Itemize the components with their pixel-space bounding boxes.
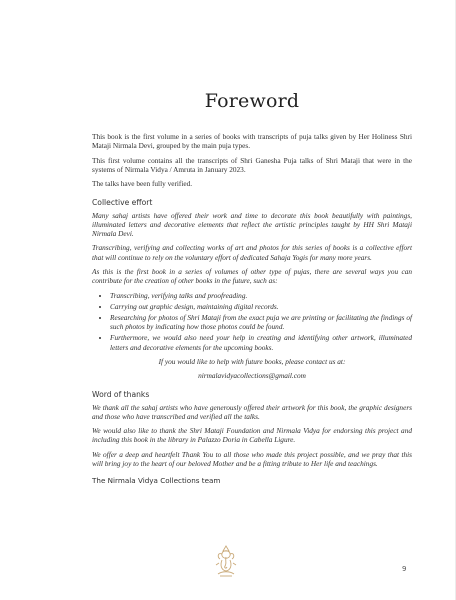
- collective-paragraph-3: As this is the first book in a series of volumes of other type of pujas, there are several ways you can contribute for the creation of other books in the future, such as:: [92, 266, 412, 286]
- intro-paragraph-3: The talks have been fully verified.: [92, 179, 193, 189]
- thanks-paragraph-1: We thank all the sahaj artists who have generously offered their artwork for this book, the graphic designers and those who have transcribed and verified all the talks.: [92, 402, 412, 421]
- contribution-item: • Furthermore, we would also need your help in creating and identifying other artwork, illuminated letters and decorative elements for the upcoming books.: [110, 333, 412, 351]
- contact-line: If you would like to help with future books, please contact us at:: [158, 356, 346, 366]
- thanks-paragraph-2: We would also like to thank the Shri Mataji Foundation and Nirmala Vidya for endorsing this project and including this book in the library in Palazzo Doria in Cabella Ligure.: [92, 426, 412, 445]
- intro-paragraph-1: This book is the first volume in a series of books with transcripts of puja talks given by Her Holiness Shri Mataji Nirmala Devi, grouped by the main puja types.: [92, 132, 412, 151]
- contribution-item: • Researching for photos of Shri Mataji from the exact puja we are printing or facilitating the findings of such photos by indicating how those photos could be found.: [110, 313, 412, 331]
- contribution-item: • Transcribing, verifying talks and proofreading.: [110, 291, 412, 300]
- page-number: 9: [402, 565, 407, 573]
- section-heading-collective-effort: Collective effort: [92, 198, 153, 208]
- intro-paragraph-2: This first volume contains all the transcripts of Shri Ganesha Puja talks of Shri Mataji that were in the systems of Nirmala Vidya / Amruta in January 2023.: [92, 155, 412, 174]
- contribution-item: • Carrying out graphic design, maintaining digital records.: [110, 302, 412, 311]
- thanks-paragraph-3: We offer a deep and heartfelt Thank You to all those who made this project possible, and we pray that this will bring joy to the heart of our beloved Mother and be a fitting tribute to Her life and teachings.: [92, 449, 412, 468]
- collective-paragraph-2: Transcribing, verifying and collecting works of art and photos for this series of books is a collective effort that will continue to rely on the voluntary effort of dedicated Sahaja Yogis for many more years.: [92, 243, 412, 262]
- page-title: Foreword: [204, 90, 300, 112]
- section-heading-word-of-thanks: Word of thanks: [92, 390, 150, 400]
- contribution-list: [92, 291, 412, 352]
- ganesha-ornament-icon: [212, 543, 240, 577]
- collective-paragraph-1: Many sahaj artists have offered their work and time to decorate this book beautifully with paintings, illuminated letters and decorative elements that reflect the artistic principles taught by HH Shri Mataji Nirmala Devi.: [92, 210, 412, 238]
- signature: The Nirmala Vidya Collections team: [92, 476, 221, 486]
- body-text: [92, 132, 412, 491]
- contact-email: nirmalavidyacollections@gmail.com: [198, 371, 306, 381]
